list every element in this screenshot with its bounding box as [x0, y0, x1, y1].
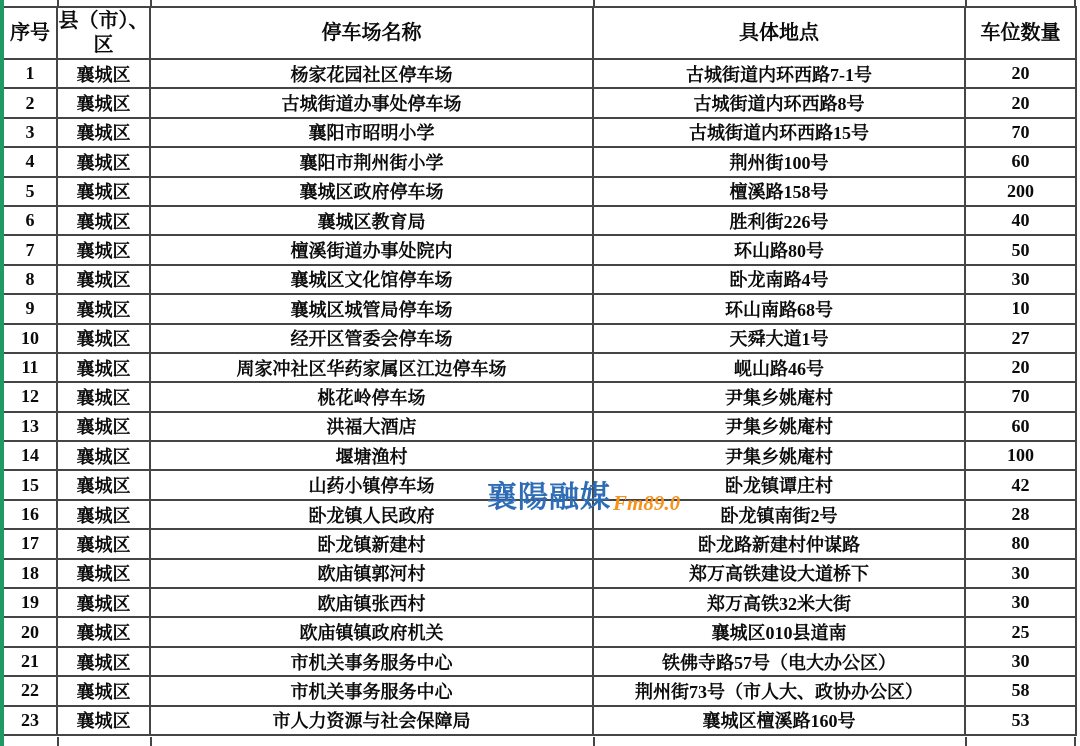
cell-spaces: 25 — [965, 617, 1076, 646]
cell-district: 襄城区 — [57, 647, 150, 676]
table-row — [4, 353, 1076, 382]
cell-spaces: 27 — [965, 324, 1076, 353]
cell-seq: 22 — [4, 676, 57, 705]
cell-seq: 6 — [4, 206, 57, 235]
watermark-cn-text: 襄陽融媒 — [487, 481, 611, 514]
cell-seq: 15 — [4, 470, 57, 499]
cell-district: 襄城区 — [57, 559, 150, 588]
cell-address: 襄城区010县道南 — [593, 617, 965, 646]
cell-parking-name: 欧庙镇镇政府机关 — [150, 617, 593, 646]
cell-parking-name: 檀溪街道办事处院内 — [150, 235, 593, 264]
header-spaces: 车位数量 — [965, 7, 1076, 59]
cell-seq: 3 — [4, 118, 57, 147]
cell-seq: 9 — [4, 294, 57, 323]
cell-address: 尹集乡姚庵村 — [593, 412, 965, 441]
cell-spaces: 70 — [965, 118, 1076, 147]
cell-district: 襄城区 — [57, 177, 150, 206]
table-row — [4, 206, 1076, 235]
table-row — [4, 235, 1076, 264]
cell-parking-name: 堰塘渔村 — [150, 441, 593, 470]
table-row — [4, 118, 1076, 147]
cell-parking-name: 杨家花园社区停车场 — [150, 59, 593, 88]
cell-spaces: 40 — [965, 206, 1076, 235]
cell-seq: 1 — [4, 59, 57, 88]
table-row — [4, 265, 1076, 294]
cell-parking-name: 襄城区城管局停车场 — [150, 294, 593, 323]
cell-seq: 13 — [4, 412, 57, 441]
cell-district: 襄城区 — [57, 470, 150, 499]
cell-spaces: 30 — [965, 559, 1076, 588]
cell-address: 卧龙镇南街2号 — [593, 500, 965, 529]
cell-spaces: 30 — [965, 647, 1076, 676]
gridline-stub — [1074, 737, 1076, 746]
cell-district: 襄城区 — [57, 353, 150, 382]
cell-address: 卧龙镇谭庄村 — [593, 470, 965, 499]
table-row — [4, 529, 1076, 558]
cell-district: 襄城区 — [57, 588, 150, 617]
cell-spaces: 30 — [965, 265, 1076, 294]
header-address: 具体地点 — [593, 7, 965, 59]
cell-district: 襄城区 — [57, 147, 150, 176]
cell-seq: 18 — [4, 559, 57, 588]
cell-parking-name: 襄城区政府停车场 — [150, 177, 593, 206]
cell-address: 天舜大道1号 — [593, 324, 965, 353]
gridline-stub — [593, 737, 595, 746]
cell-address: 卧龙路新建村仲谋路 — [593, 529, 965, 558]
cell-seq: 23 — [4, 706, 57, 735]
cell-address: 尹集乡姚庵村 — [593, 382, 965, 411]
cell-parking-name: 卧龙镇人民政府 — [150, 500, 593, 529]
cell-spaces: 200 — [965, 177, 1076, 206]
cell-spaces: 100 — [965, 441, 1076, 470]
cell-address: 卧龙南路4号 — [593, 265, 965, 294]
table-row — [4, 470, 1076, 499]
cell-address: 古城街道内环西路8号 — [593, 88, 965, 117]
cell-spaces: 70 — [965, 382, 1076, 411]
header-parking-name: 停车场名称 — [150, 7, 593, 59]
cell-spaces: 80 — [965, 529, 1076, 558]
table-row — [4, 559, 1076, 588]
table-row — [4, 588, 1076, 617]
table-row — [4, 294, 1076, 323]
cell-district: 襄城区 — [57, 235, 150, 264]
cell-district: 襄城区 — [57, 676, 150, 705]
cell-address: 荆州街100号 — [593, 147, 965, 176]
header-row — [4, 7, 1076, 59]
cell-district: 襄城区 — [57, 529, 150, 558]
cell-address: 襄城区檀溪路160号 — [593, 706, 965, 735]
cell-parking-name: 欧庙镇张西村 — [150, 588, 593, 617]
cell-parking-name: 襄阳市昭明小学 — [150, 118, 593, 147]
cell-parking-name: 襄城区文化馆停车场 — [150, 265, 593, 294]
cell-address: 环山路80号 — [593, 235, 965, 264]
cell-district: 襄城区 — [57, 294, 150, 323]
gridline-stub — [150, 737, 152, 746]
cell-district: 襄城区 — [57, 118, 150, 147]
gridline-stub — [57, 737, 59, 746]
cell-district: 襄城区 — [57, 324, 150, 353]
cell-parking-name: 市人力资源与社会保障局 — [150, 706, 593, 735]
cell-parking-name: 山药小镇停车场 — [150, 470, 593, 499]
cell-district: 襄城区 — [57, 265, 150, 294]
table-row — [4, 617, 1076, 646]
cell-seq: 20 — [4, 617, 57, 646]
cell-spaces: 42 — [965, 470, 1076, 499]
cell-seq: 14 — [4, 441, 57, 470]
cell-parking-name: 洪福大酒店 — [150, 412, 593, 441]
header-seq: 序号 — [4, 7, 57, 59]
table-row — [4, 177, 1076, 206]
cell-parking-name: 襄阳市荆州街小学 — [150, 147, 593, 176]
cell-district: 襄城区 — [57, 59, 150, 88]
header-district: 县（市）、区 — [57, 7, 150, 59]
table-body — [4, 59, 1076, 735]
table-row — [4, 324, 1076, 353]
cell-district: 襄城区 — [57, 617, 150, 646]
cell-district: 襄城区 — [57, 382, 150, 411]
table-row — [4, 59, 1076, 88]
cell-address: 胜利街226号 — [593, 206, 965, 235]
cell-district: 襄城区 — [57, 500, 150, 529]
cell-address: 檀溪路158号 — [593, 177, 965, 206]
cell-spaces: 20 — [965, 88, 1076, 117]
cell-seq: 16 — [4, 500, 57, 529]
cell-address: 郑万高铁32米大街 — [593, 588, 965, 617]
cell-parking-name: 周家冲社区华药家属区江边停车场 — [150, 353, 593, 382]
cell-parking-name: 襄城区教育局 — [150, 206, 593, 235]
table-row — [4, 676, 1076, 705]
cell-seq: 7 — [4, 235, 57, 264]
cell-parking-name: 欧庙镇郭河村 — [150, 559, 593, 588]
cell-seq: 5 — [4, 177, 57, 206]
table-row — [4, 706, 1076, 735]
cell-spaces: 20 — [965, 353, 1076, 382]
cell-spaces: 10 — [965, 294, 1076, 323]
cell-address: 岘山路46号 — [593, 353, 965, 382]
cell-parking-name: 市机关事务服务中心 — [150, 647, 593, 676]
cell-address: 环山南路68号 — [593, 294, 965, 323]
parking-lot-table — [4, 6, 1077, 736]
table-row — [4, 412, 1076, 441]
table-row — [4, 647, 1076, 676]
cell-parking-name: 卧龙镇新建村 — [150, 529, 593, 558]
cell-district: 襄城区 — [57, 206, 150, 235]
cell-spaces: 58 — [965, 676, 1076, 705]
cell-parking-name: 经开区管委会停车场 — [150, 324, 593, 353]
cell-district: 襄城区 — [57, 412, 150, 441]
cell-parking-name: 市机关事务服务中心 — [150, 676, 593, 705]
table-row — [4, 500, 1076, 529]
cell-spaces: 50 — [965, 235, 1076, 264]
table-row — [4, 382, 1076, 411]
cell-parking-name: 古城街道办事处停车场 — [150, 88, 593, 117]
cell-seq: 19 — [4, 588, 57, 617]
cell-spaces: 60 — [965, 412, 1076, 441]
cell-seq: 21 — [4, 647, 57, 676]
cell-seq: 4 — [4, 147, 57, 176]
cell-seq: 17 — [4, 529, 57, 558]
cell-address: 古城街道内环西路7-1号 — [593, 59, 965, 88]
cell-spaces: 28 — [965, 500, 1076, 529]
watermark-fm-text: Fm89.0 — [613, 491, 681, 515]
table-row — [4, 88, 1076, 117]
gridline-stub — [965, 737, 967, 746]
table-row — [4, 441, 1076, 470]
cell-spaces: 60 — [965, 147, 1076, 176]
cell-address: 古城街道内环西路15号 — [593, 118, 965, 147]
cell-address: 郑万高铁建设大道桥下 — [593, 559, 965, 588]
cell-seq: 11 — [4, 353, 57, 382]
cell-parking-name: 桃花岭停车场 — [150, 382, 593, 411]
cell-seq: 8 — [4, 265, 57, 294]
cell-seq: 10 — [4, 324, 57, 353]
cell-spaces: 20 — [965, 59, 1076, 88]
cell-seq: 2 — [4, 88, 57, 117]
table-row — [4, 147, 1076, 176]
cell-address: 荆州街73号（市人大、政协办公区） — [593, 676, 965, 705]
cell-address: 铁佛寺路57号（电大办公区） — [593, 647, 965, 676]
cell-seq: 12 — [4, 382, 57, 411]
cell-district: 襄城区 — [57, 706, 150, 735]
cell-spaces: 53 — [965, 706, 1076, 735]
cell-district: 襄城区 — [57, 441, 150, 470]
cell-spaces: 30 — [965, 588, 1076, 617]
cell-district: 襄城区 — [57, 88, 150, 117]
cell-address: 尹集乡姚庵村 — [593, 441, 965, 470]
